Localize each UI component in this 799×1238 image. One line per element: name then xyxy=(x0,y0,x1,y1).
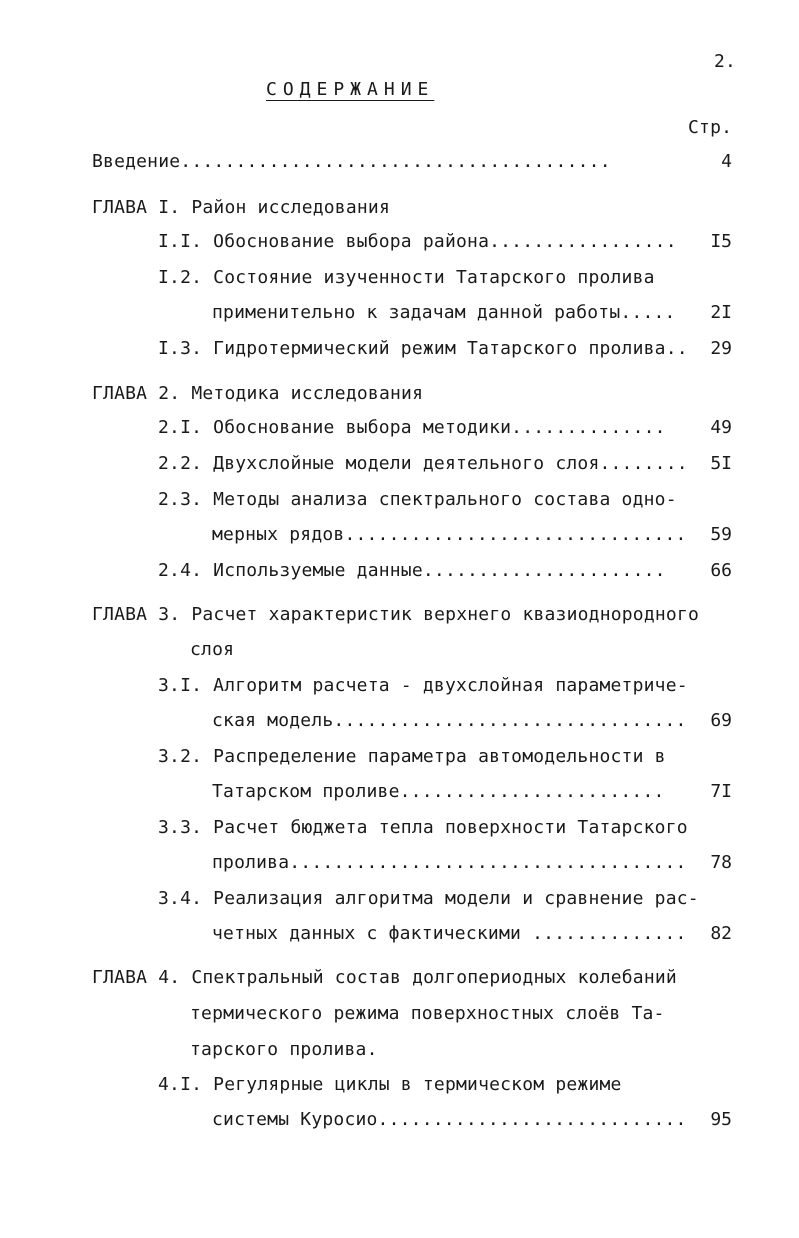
toc-chapter-1: ГЛАВА I. Район исследования xyxy=(92,197,390,218)
toc-chapter-2: ГЛАВА 2. Методика исследования xyxy=(92,383,424,404)
contents-heading: СОДЕРЖАНИЕ xyxy=(266,79,435,100)
page-number: 2. xyxy=(714,51,737,72)
page-column-label: Стр. xyxy=(688,117,733,138)
